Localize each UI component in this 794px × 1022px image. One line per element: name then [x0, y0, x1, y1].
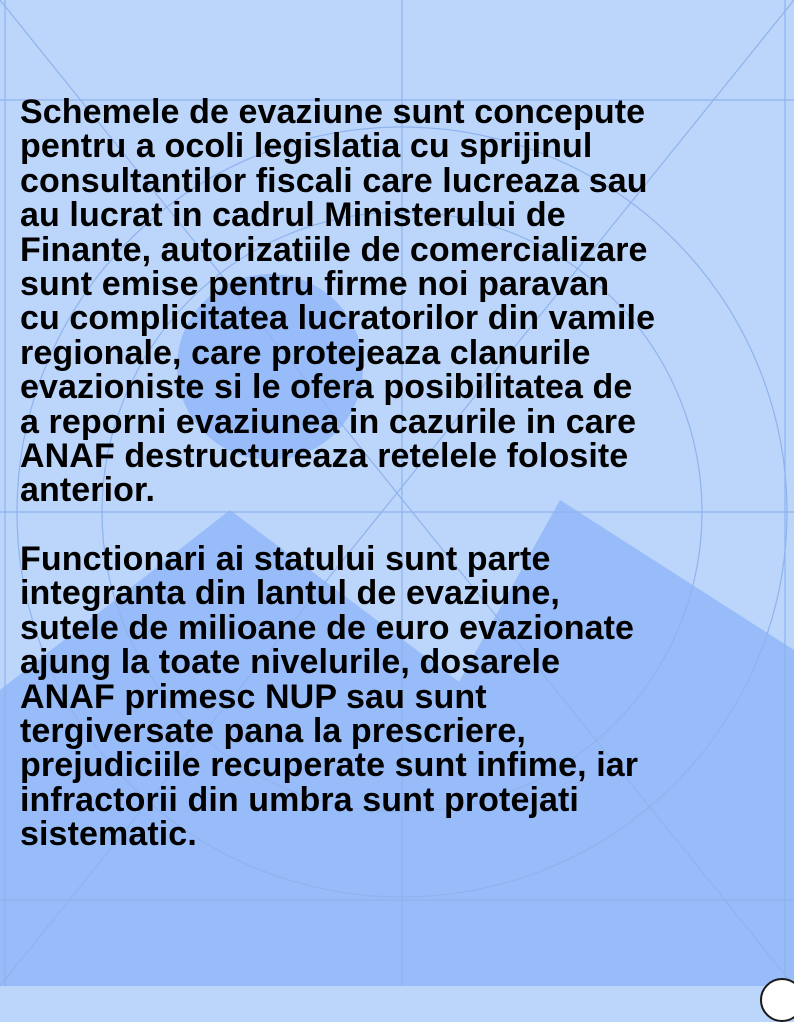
text-line: integranta din lantul de evaziune, — [20, 574, 560, 613]
text-line: au lucrat in cadrul Ministerului de — [20, 196, 566, 235]
text-line: anterior. — [20, 471, 156, 510]
paragraph-2 — [20, 539, 785, 854]
text-line: regionale, care protejeaza clanurile — [20, 333, 591, 372]
text-line: ANAF primesc NUP sau sunt — [20, 677, 487, 716]
text-line: tergiversate pana la prescriere, — [20, 711, 526, 750]
text-line: ajung la toate nivelurile, dosarele — [20, 643, 561, 682]
text-line: prejudiciile recuperate sunt infime, iar — [20, 746, 639, 785]
text-line: sutele de milioane de euro evazionate — [20, 608, 635, 647]
text-line: sistematic. — [20, 815, 197, 854]
text-line: ANAF destructureaza retelele folosite — [20, 437, 629, 476]
text-line: evazioniste si le ofera posibilitatea de — [20, 368, 633, 407]
text-line: sunt emise pentru firme noi paravan — [20, 265, 610, 304]
text-line: cu complicitatea lucratorilor din vamile — [20, 299, 656, 338]
text-line: infractorii din umbra sunt protejati — [20, 780, 579, 819]
text-line: Finante, autorizatiile de comercializare — [20, 230, 648, 269]
text-line: pentru a ocoli legislatia cu sprijinul — [20, 127, 593, 166]
paragraph-1 — [20, 95, 785, 508]
article-body — [20, 95, 785, 852]
text-line: consultantilor fiscali care lucreaza sau — [20, 161, 648, 200]
text-line: a reporni evaziunea in cazurile in care — [20, 402, 637, 441]
text-line: Functionari ai statului sunt parte — [20, 539, 551, 578]
text-line: Schemele de evaziune sunt concepute — [20, 93, 646, 131]
corner-badge — [760, 978, 794, 1022]
